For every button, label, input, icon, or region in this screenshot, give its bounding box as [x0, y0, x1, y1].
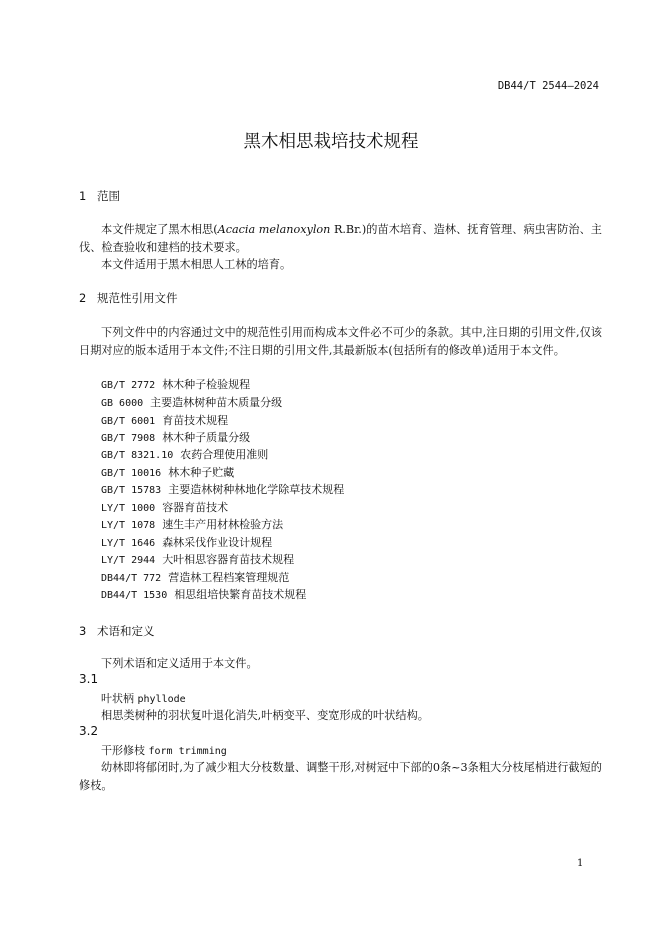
- scope-text-a: 本文件规定了黑木相思(: [101, 223, 218, 236]
- ref-code: LY/T 2944: [101, 555, 156, 566]
- term-name-en: phyllode: [137, 694, 186, 705]
- ref-title: 林木种子检验规程: [162, 378, 251, 391]
- term-name: [101, 690, 186, 706]
- ref-code: GB/T 2772: [101, 380, 156, 391]
- ref-code: DB44/T 1530: [101, 590, 168, 601]
- ref-title: 林木种子质量分级: [162, 431, 251, 444]
- ref-code: GB/T 15783: [101, 485, 162, 496]
- reference-item: [101, 412, 228, 428]
- scope-paragraph-1: [79, 221, 602, 256]
- term-number: 3.2: [79, 724, 99, 738]
- reference-item: [101, 569, 289, 585]
- reference-item: [101, 429, 250, 445]
- reference-item: [101, 464, 234, 480]
- latin-name: Acacia melanoxylon: [217, 223, 331, 236]
- term-definition: 幼林即将郁闭时,为了减少粗大分枝数量、调整干形,对树冠中下部的0条~3条粗大分枝尾梢进行截短的修枝。: [79, 761, 602, 792]
- ref-code: GB/T 8321.10: [101, 450, 174, 461]
- reference-item: [101, 446, 268, 462]
- ref-title: 农药合理使用准则: [180, 448, 269, 461]
- ref-code: LY/T 1000: [101, 503, 156, 514]
- ref-title: 速生丰产用材林检验方法: [162, 518, 284, 531]
- normative-intro: 下列文件中的内容通过文中的规范性引用而构成本文件必不可少的条款。其中,注日期的引用文件,仅该日期对应的版本适用于本文件;不注日期的引用文件,其最新版本(包括所有的修改单)适用于本文件。: [79, 326, 602, 357]
- ref-code: LY/T 1078: [101, 520, 156, 531]
- ref-title: 主要造林树种林地化学除草技术规程: [168, 483, 345, 496]
- term-name-cn: 叶状柄: [101, 692, 134, 705]
- ref-code: GB 6000: [101, 398, 144, 409]
- terms-intro: 下列术语和定义适用于本文件。: [101, 657, 258, 670]
- term-number: 3.1: [79, 672, 99, 686]
- reference-item: [101, 481, 344, 497]
- ref-title: 相思组培快繁育苗技术规程: [174, 588, 307, 601]
- ref-code: GB/T 10016: [101, 468, 162, 479]
- reference-item: [101, 551, 294, 567]
- term-name-en: form trimming: [148, 746, 227, 757]
- section-heading-normative: [79, 290, 178, 306]
- scope-paragraph-2: 本文件适用于黑木相思人工林的培育。: [101, 258, 292, 271]
- reference-item: [101, 534, 272, 550]
- ref-code: GB/T 7908: [101, 433, 156, 444]
- document-title: 黑木相思栽培技术规程: [243, 132, 419, 152]
- section-title: 规范性引用文件: [97, 291, 178, 305]
- scope-text-b: R.Br.)的苗木培育、造林、抚育管理、病虫害防治、主伐、检查验收和建档的技术要求。: [79, 223, 602, 254]
- section-title: 范围: [97, 189, 120, 203]
- ref-title: 主要造林树种苗木质量分级: [150, 396, 283, 409]
- standard-code: DB44/T 2544—2024: [497, 80, 599, 92]
- reference-item: [101, 394, 282, 410]
- section-heading-terms: [79, 623, 155, 639]
- reference-item: [101, 499, 228, 515]
- ref-title: 大叶相思容器育苗技术规程: [162, 553, 295, 566]
- ref-code: GB/T 6001: [101, 416, 156, 427]
- ref-code: DB44/T 772: [101, 573, 162, 584]
- term-name: [101, 742, 227, 758]
- section-number: 1: [79, 189, 87, 203]
- term-definition: 相思类树种的羽状复叶退化消失,叶柄变平、变宽形成的叶状结构。: [101, 709, 429, 722]
- ref-title: 森林采伐作业设计规程: [162, 536, 273, 549]
- page-number: 1: [577, 858, 584, 869]
- ref-title: 容器育苗技术: [162, 501, 229, 514]
- section-number: 2: [79, 291, 87, 305]
- ref-title: 育苗技术规程: [162, 414, 229, 427]
- term-name-cn: 干形修枝: [101, 744, 145, 757]
- ref-title: 营造林工程档案管理规范: [168, 571, 290, 584]
- reference-item: [101, 376, 250, 392]
- ref-code: LY/T 1646: [101, 538, 156, 549]
- section-title: 术语和定义: [97, 624, 155, 638]
- reference-item: [101, 586, 306, 602]
- ref-title: 林木种子贮藏: [168, 466, 235, 479]
- section-heading-scope: [79, 188, 120, 204]
- section-number: 3: [79, 624, 87, 638]
- reference-item: [101, 516, 283, 532]
